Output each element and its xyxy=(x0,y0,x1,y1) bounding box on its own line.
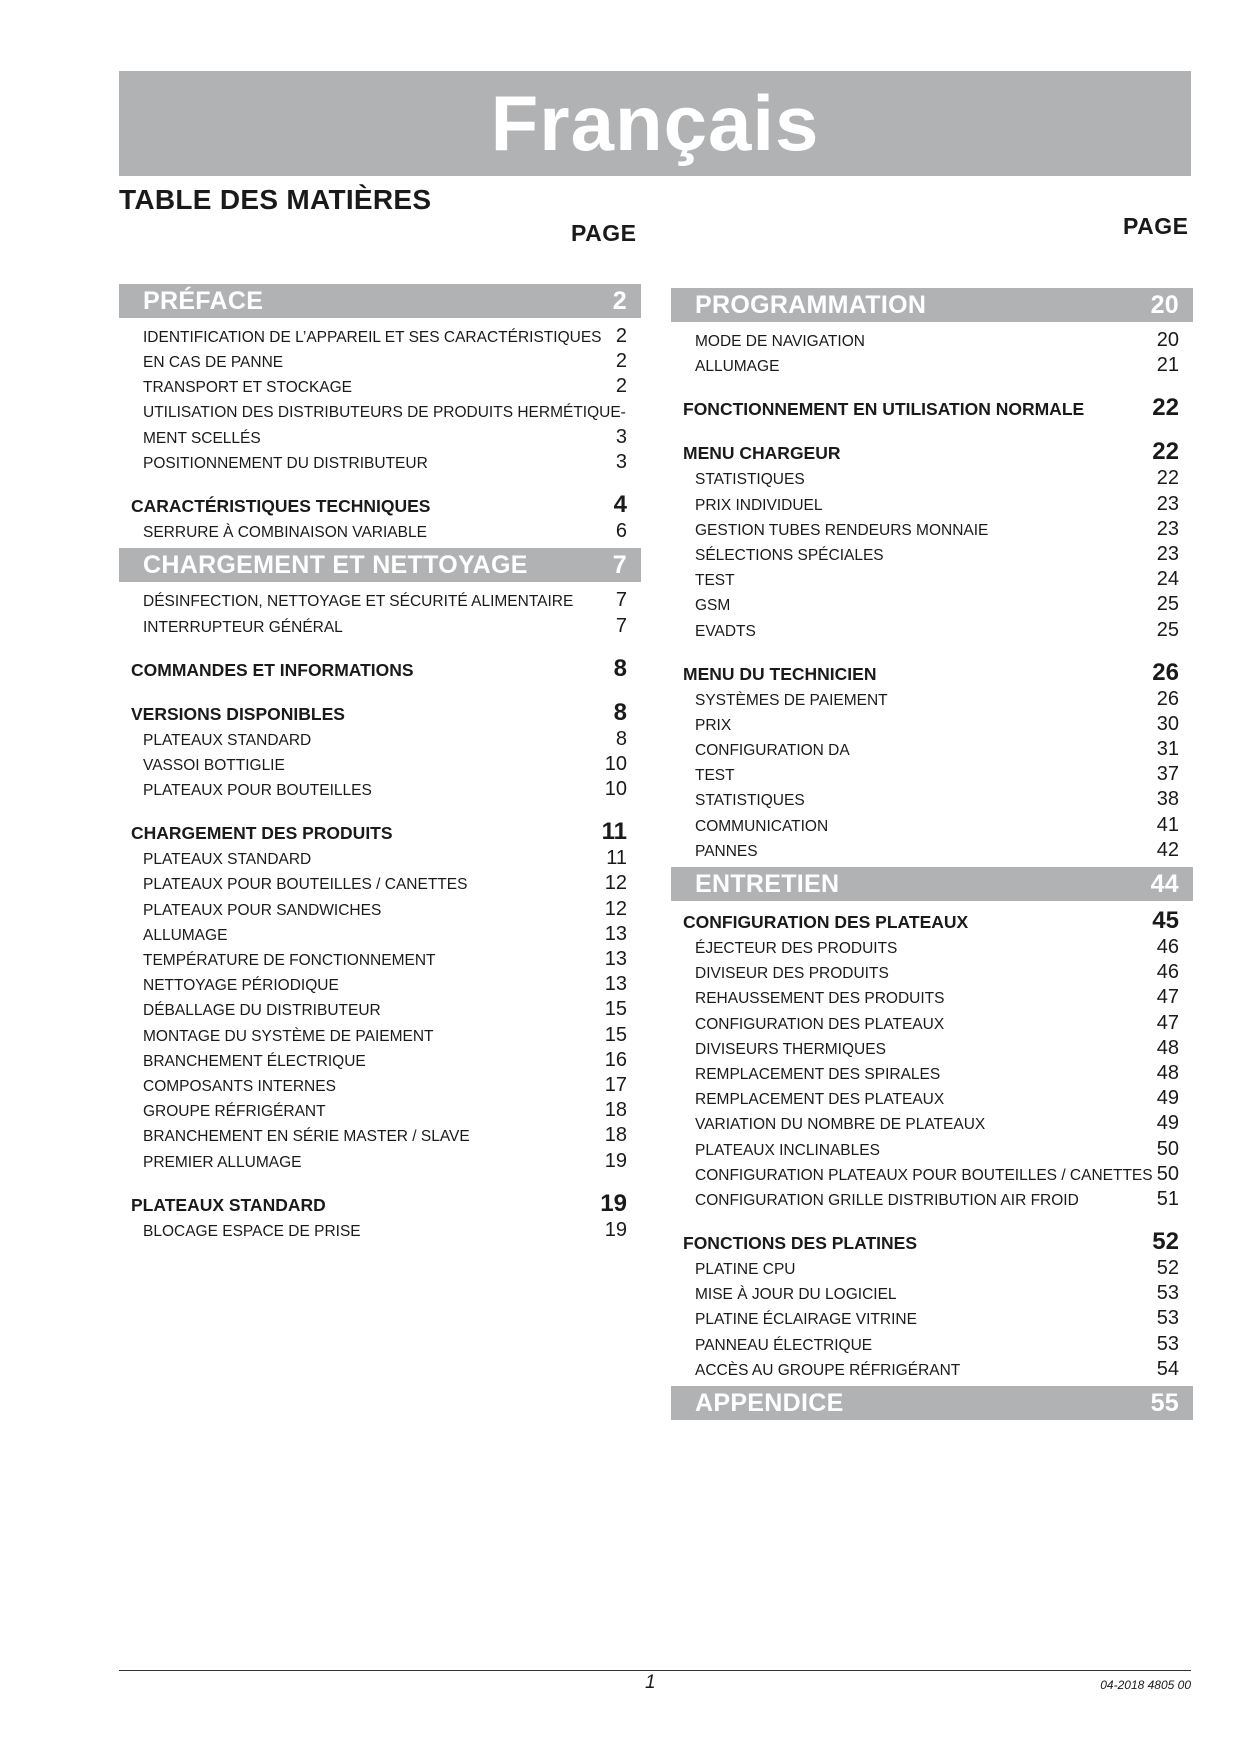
toc-entry[interactable] xyxy=(119,1218,641,1243)
toc-label: VARIATION DU NOMBRE DE PLATEAUX xyxy=(695,1116,986,1134)
toc-entry[interactable] xyxy=(119,922,641,947)
toc-label: ALLUMAGE xyxy=(695,358,780,376)
toc-label: ACCÈS AU GROUPE RÉFRIGÉRANT xyxy=(695,1361,961,1379)
toc-entry[interactable] xyxy=(671,542,1193,567)
toc-page-number: 2 xyxy=(615,325,627,347)
toc-label: FONCTIONNEMENT EN UTILISATION NORMALE xyxy=(683,399,1085,420)
toc-label: STATISTIQUES xyxy=(695,792,805,810)
toc-page-number: 13 xyxy=(604,948,627,970)
toc-page-number: 53 xyxy=(1156,1332,1179,1355)
toc-page-number: 18 xyxy=(604,1124,627,1147)
toc-label: PLATINE ÉCLAIRAGE VITRINE xyxy=(695,1311,917,1329)
toc-page-number: 2 xyxy=(615,350,627,373)
toc-label: PANNES xyxy=(695,842,758,860)
toc-page-number: 22 xyxy=(1156,467,1179,490)
toc-entry[interactable] xyxy=(119,1073,641,1098)
page-column-label-right: PAGE xyxy=(1123,213,1189,239)
toc-left-column xyxy=(119,284,641,1243)
toc-chapter[interactable] xyxy=(119,818,641,846)
toc-page-number: 26 xyxy=(1156,687,1179,710)
toc-entry[interactable] xyxy=(671,960,1193,985)
toc-entry[interactable] xyxy=(671,618,1193,643)
toc-label: MONTAGE DU SYSTÈME DE PAIEMENT xyxy=(143,1027,434,1045)
toc-page-number: 7 xyxy=(615,589,627,612)
toc-page-number: 6 xyxy=(615,520,627,543)
toc-label: PRIX INDIVIDUEL xyxy=(695,496,823,514)
toc-label: BLOCAGE ESPACE DE PRISE xyxy=(143,1222,361,1240)
toc-entry[interactable] xyxy=(119,425,641,450)
toc-entry[interactable] xyxy=(119,450,641,475)
toc-label: PRÉFACE xyxy=(143,286,264,315)
toc-page-number: 53 xyxy=(1156,1282,1179,1305)
toc-page-number: 41 xyxy=(1156,813,1179,836)
toc-page-number: 46 xyxy=(1156,936,1179,958)
toc-label: COMMUNICATION xyxy=(695,817,829,835)
toc-entry[interactable] xyxy=(671,567,1193,592)
toc-label: INTERRUPTEUR GÉNÉRAL xyxy=(143,618,343,636)
toc-page-number: 22 xyxy=(1152,394,1179,422)
toc-entry[interactable] xyxy=(671,1332,1193,1357)
footer-divider xyxy=(119,1670,1191,1671)
toc-label: REMPLACEMENT DES SPIRALES xyxy=(695,1065,941,1083)
toc-label: SERRURE À COMBINAISON VARIABLE xyxy=(143,524,427,542)
toc-entry[interactable] xyxy=(671,466,1193,491)
toc-label: REMPLACEMENT DES PLATEAUX xyxy=(695,1091,945,1109)
toc-label: MODE DE NAVIGATION xyxy=(695,333,865,350)
toc-label: PLATEAUX STANDARD xyxy=(143,731,312,749)
toc-label: UTILISATION DES DISTRIBUTEURS DE PRODUITS HERMÉTIQUE- xyxy=(143,403,626,421)
toc-page-number: 23 xyxy=(1156,542,1179,565)
toc-label: GSM xyxy=(695,597,731,615)
section-bar[interactable] xyxy=(671,288,1193,322)
toc-label: FONCTIONS DES PLATINES xyxy=(683,1233,917,1254)
toc-page-number: 11 xyxy=(601,818,627,846)
toc-page-number: 50 xyxy=(1156,1162,1179,1185)
toc-page-number: 3 xyxy=(615,450,627,473)
toc-entry[interactable] xyxy=(119,752,641,777)
toc-page-number: 44 xyxy=(1150,869,1179,898)
toc-page-number: 21 xyxy=(1156,354,1179,377)
toc-page-number: 19 xyxy=(604,1149,627,1172)
toc-page-number: 49 xyxy=(1156,1112,1179,1135)
toc-page-number: 31 xyxy=(1156,738,1179,761)
toc-entry[interactable] xyxy=(671,1036,1193,1061)
toc-entry[interactable] xyxy=(119,1048,641,1073)
toc-label: CHARGEMENT DES PRODUITS xyxy=(131,823,393,844)
toc-page-number: 47 xyxy=(1156,1011,1179,1034)
toc-chapter[interactable] xyxy=(119,655,641,683)
toc-label: COMPOSANTS INTERNES xyxy=(143,1077,336,1095)
toc-page-number: 51 xyxy=(1156,1187,1179,1210)
toc-label: SYSTÈMES DE PAIEMENT xyxy=(695,691,888,709)
toc-label: TEST xyxy=(695,572,735,590)
toc-entry[interactable] xyxy=(671,787,1193,812)
toc-label: PREMIER ALLUMAGE xyxy=(143,1153,302,1171)
toc-page-number: 8 xyxy=(615,727,627,750)
toc-entry[interactable] xyxy=(119,1149,641,1174)
toc-page-number: 12 xyxy=(604,872,627,895)
toc-chapter[interactable] xyxy=(119,1190,641,1218)
toc-page-number: 2 xyxy=(612,286,627,315)
toc-entry[interactable] xyxy=(119,614,641,639)
toc-page-number: 8 xyxy=(613,698,627,726)
toc-entry[interactable] xyxy=(671,1137,1193,1162)
toc-page-number: 26 xyxy=(1152,658,1179,686)
toc-entry[interactable] xyxy=(671,517,1193,542)
toc-page-number: 20 xyxy=(1150,290,1179,319)
toc-entry[interactable] xyxy=(119,997,641,1022)
toc-page-number: 30 xyxy=(1156,712,1179,735)
toc-page-number: 50 xyxy=(1156,1137,1179,1160)
toc-label: DIVISEURS THERMIQUES xyxy=(695,1040,886,1058)
toc-label: STATISTIQUES xyxy=(695,471,805,489)
toc-label: TRANSPORT ET STOCKAGE xyxy=(143,379,353,397)
toc-page-number: 10 xyxy=(604,778,627,801)
toc-label: CARACTÉRISTIQUES TECHNIQUES xyxy=(131,496,431,517)
toc-label: PANNEAU ÉLECTRIQUE xyxy=(695,1336,873,1354)
toc-page-number: 52 xyxy=(1156,1257,1179,1280)
toc-label: MENT SCELLÉS xyxy=(143,429,261,447)
toc-title: TABLE DES MATIÈRES xyxy=(119,184,432,215)
toc-entry[interactable] xyxy=(119,1023,641,1048)
toc-entry[interactable] xyxy=(119,972,641,997)
toc-entry[interactable] xyxy=(671,1061,1193,1086)
toc-label: GESTION TUBES RENDEURS MONNAIE xyxy=(695,521,989,539)
toc-entry[interactable] xyxy=(671,1306,1193,1331)
toc-label: PLATEAUX STANDARD xyxy=(131,1194,326,1215)
toc-entry[interactable] xyxy=(671,1357,1193,1382)
toc-label: NETTOYAGE PÉRIODIQUE xyxy=(143,977,339,995)
toc-page-number: 49 xyxy=(1156,1087,1179,1110)
toc-page-number: 17 xyxy=(604,1073,627,1096)
toc-page-number: 15 xyxy=(604,998,627,1021)
toc-page-number: 19 xyxy=(600,1189,627,1217)
toc-entry[interactable] xyxy=(119,846,641,871)
toc-entry[interactable] xyxy=(119,400,641,425)
section-bar[interactable] xyxy=(119,284,641,318)
footer-page-number: 1 xyxy=(645,1672,656,1693)
toc-page-number: 3 xyxy=(615,425,627,448)
toc-entry[interactable] xyxy=(671,1086,1193,1111)
section-bar[interactable] xyxy=(119,548,641,582)
toc-page-number: 18 xyxy=(604,1099,627,1122)
toc-label: CONFIGURATION PLATEAUX POUR BOUTEILLES / CANETTES xyxy=(695,1166,1153,1184)
toc-entry[interactable] xyxy=(671,935,1193,960)
toc-label: MISE À JOUR DU LOGICIEL xyxy=(695,1286,897,1304)
toc-entry[interactable] xyxy=(119,588,641,613)
toc-chapter[interactable] xyxy=(119,491,641,519)
toc-entry[interactable] xyxy=(671,762,1193,787)
toc-entry[interactable] xyxy=(671,838,1193,863)
toc-label: IDENTIFICATION DE L’APPAREIL ET SES CARACTÉRISTIQUES xyxy=(143,329,602,346)
toc-page-number: 48 xyxy=(1156,1061,1179,1084)
toc-label: BRANCHEMENT EN SÉRIE MASTER / SLAVE xyxy=(143,1128,470,1146)
toc-entry[interactable] xyxy=(119,777,641,802)
toc-entry[interactable] xyxy=(671,813,1193,838)
toc-entry[interactable] xyxy=(671,592,1193,617)
toc-entry[interactable] xyxy=(671,1256,1193,1281)
toc-entry[interactable] xyxy=(119,727,641,752)
toc-label: MENU DU TECHNICIEN xyxy=(683,663,877,684)
toc-chapter[interactable] xyxy=(671,659,1193,687)
toc-page-number: 37 xyxy=(1156,763,1179,786)
toc-page-number: 7 xyxy=(615,614,627,637)
toc-label: COMMANDES ET INFORMATIONS xyxy=(131,659,414,680)
toc-entry[interactable] xyxy=(671,737,1193,762)
toc-label: VERSIONS DISPONIBLES xyxy=(131,703,345,724)
toc-entry[interactable] xyxy=(671,353,1193,378)
toc-page-number: 46 xyxy=(1156,961,1179,984)
toc-page-number: 7 xyxy=(612,550,627,579)
toc-page-number: 25 xyxy=(1156,593,1179,616)
toc-entry[interactable] xyxy=(119,947,641,972)
toc-page-number: 23 xyxy=(1156,517,1179,540)
toc-page-number: 53 xyxy=(1156,1307,1179,1330)
toc-page-number: 16 xyxy=(604,1048,627,1071)
toc-label: ALLUMAGE xyxy=(143,926,228,944)
toc-page-number: 52 xyxy=(1152,1228,1179,1256)
toc-entry[interactable] xyxy=(119,324,641,349)
toc-label: DÉBALLAGE DU DISTRIBUTEUR xyxy=(143,1002,381,1020)
toc-page-number: 12 xyxy=(604,897,627,920)
toc-entry[interactable] xyxy=(671,1011,1193,1036)
toc-page-number: 25 xyxy=(1156,618,1179,641)
toc-page-number: 11 xyxy=(606,847,627,870)
toc-page-number: 2 xyxy=(615,375,627,398)
toc-label: ÉJECTEUR DES PRODUITS xyxy=(695,940,898,957)
toc-page-number: 55 xyxy=(1150,1388,1179,1417)
toc-label: EVADTS xyxy=(695,622,756,640)
toc-entry[interactable] xyxy=(119,349,641,374)
toc-entry[interactable] xyxy=(119,519,641,544)
toc-page-number: 45 xyxy=(1152,907,1179,934)
toc-page-number: 19 xyxy=(604,1218,627,1241)
toc-chapter[interactable] xyxy=(671,438,1193,466)
toc-entry[interactable] xyxy=(671,1187,1193,1212)
toc-label: TEST xyxy=(695,767,735,785)
toc-label: MENU CHARGEUR xyxy=(683,443,841,464)
toc-label: PLATEAUX POUR SANDWICHES xyxy=(143,901,382,919)
toc-entry[interactable] xyxy=(671,1281,1193,1306)
toc-label: PLATINE CPU xyxy=(695,1261,796,1279)
toc-entry[interactable] xyxy=(671,985,1193,1010)
toc-label: SÉLECTIONS SPÉCIALES xyxy=(695,546,884,564)
section-bar[interactable] xyxy=(671,867,1193,901)
toc-page-number: 22 xyxy=(1152,438,1179,466)
toc-label: REHAUSSEMENT DES PRODUITS xyxy=(695,990,945,1008)
toc-label: TEMPÉRATURE DE FONCTIONNEMENT xyxy=(143,952,436,969)
toc-label: PLATEAUX POUR BOUTEILLES xyxy=(143,782,372,800)
toc-page-number: 24 xyxy=(1156,568,1179,591)
toc-label: VASSOI BOTTIGLIE xyxy=(143,756,285,774)
toc-entry[interactable] xyxy=(671,1111,1193,1136)
toc-label: GROUPE RÉFRIGÉRANT xyxy=(143,1103,326,1121)
toc-page-number: 42 xyxy=(1156,838,1179,861)
toc-label: PLATEAUX INCLINABLES xyxy=(695,1141,880,1159)
toc-label: APPENDICE xyxy=(695,1388,844,1417)
toc-chapter[interactable] xyxy=(671,907,1193,935)
toc-label: PROGRAMMATION xyxy=(695,290,927,319)
toc-label: BRANCHEMENT ÉLECTRIQUE xyxy=(143,1052,366,1070)
toc-entry[interactable] xyxy=(119,1123,641,1148)
toc-label: DÉSINFECTION, NETTOYAGE ET SÉCURITÉ ALIMENTAIRE xyxy=(143,593,574,611)
toc-label: DIVISEUR DES PRODUITS xyxy=(695,965,889,983)
toc-page-number: 54 xyxy=(1156,1357,1179,1380)
toc-label: CHARGEMENT ET NETTOYAGE xyxy=(143,550,528,579)
toc-page-number: 23 xyxy=(1156,492,1179,515)
toc-chapter[interactable] xyxy=(671,394,1193,422)
toc-entry[interactable] xyxy=(119,897,641,922)
toc-entry[interactable] xyxy=(671,687,1193,712)
toc-page-number: 4 xyxy=(613,491,627,519)
toc-entry[interactable] xyxy=(119,1098,641,1123)
toc-label: ENTRETIEN xyxy=(695,869,840,898)
page-column-label-left: PAGE xyxy=(571,220,637,246)
toc-entry[interactable] xyxy=(671,1162,1193,1187)
toc-page-number: 15 xyxy=(604,1023,627,1046)
toc-chapter[interactable] xyxy=(119,699,641,727)
toc-label: PLATEAUX POUR BOUTEILLES / CANETTES xyxy=(143,876,468,894)
toc-page-number: 13 xyxy=(604,973,627,996)
toc-label: CONFIGURATION GRILLE DISTRIBUTION AIR FROID xyxy=(695,1191,1079,1209)
toc-page-number: 13 xyxy=(604,922,627,945)
toc-chapter[interactable] xyxy=(671,1228,1193,1256)
toc-label: CONFIGURATION DES PLATEAUX xyxy=(695,1015,945,1033)
language-banner: Français xyxy=(119,71,1191,176)
toc-label: EN CAS DE PANNE xyxy=(143,354,284,372)
toc-entry[interactable] xyxy=(671,712,1193,737)
toc-page-number: 38 xyxy=(1156,788,1179,811)
toc-page-number: 10 xyxy=(604,752,627,775)
toc-label: PRIX xyxy=(695,716,732,734)
toc-label: CONFIGURATION DA xyxy=(695,742,850,760)
toc-entry[interactable] xyxy=(671,492,1193,517)
toc-page-number: 8 xyxy=(613,654,627,682)
toc-label: CONFIGURATION DES PLATEAUX xyxy=(683,912,969,932)
toc-page-number: 47 xyxy=(1156,986,1179,1009)
footer-doc-code: 04-2018 4805 00 xyxy=(1100,1678,1191,1692)
toc-label: POSITIONNEMENT DU DISTRIBUTEUR xyxy=(143,454,428,472)
toc-entry[interactable] xyxy=(119,871,641,896)
section-bar[interactable] xyxy=(671,1386,1193,1420)
toc-entry[interactable] xyxy=(119,374,641,399)
toc-entry[interactable] xyxy=(671,328,1193,353)
toc-label: PLATEAUX STANDARD xyxy=(143,851,312,869)
toc-page-number: 48 xyxy=(1156,1036,1179,1059)
toc-page-number: 20 xyxy=(1156,329,1179,351)
toc-right-column xyxy=(671,288,1193,1420)
